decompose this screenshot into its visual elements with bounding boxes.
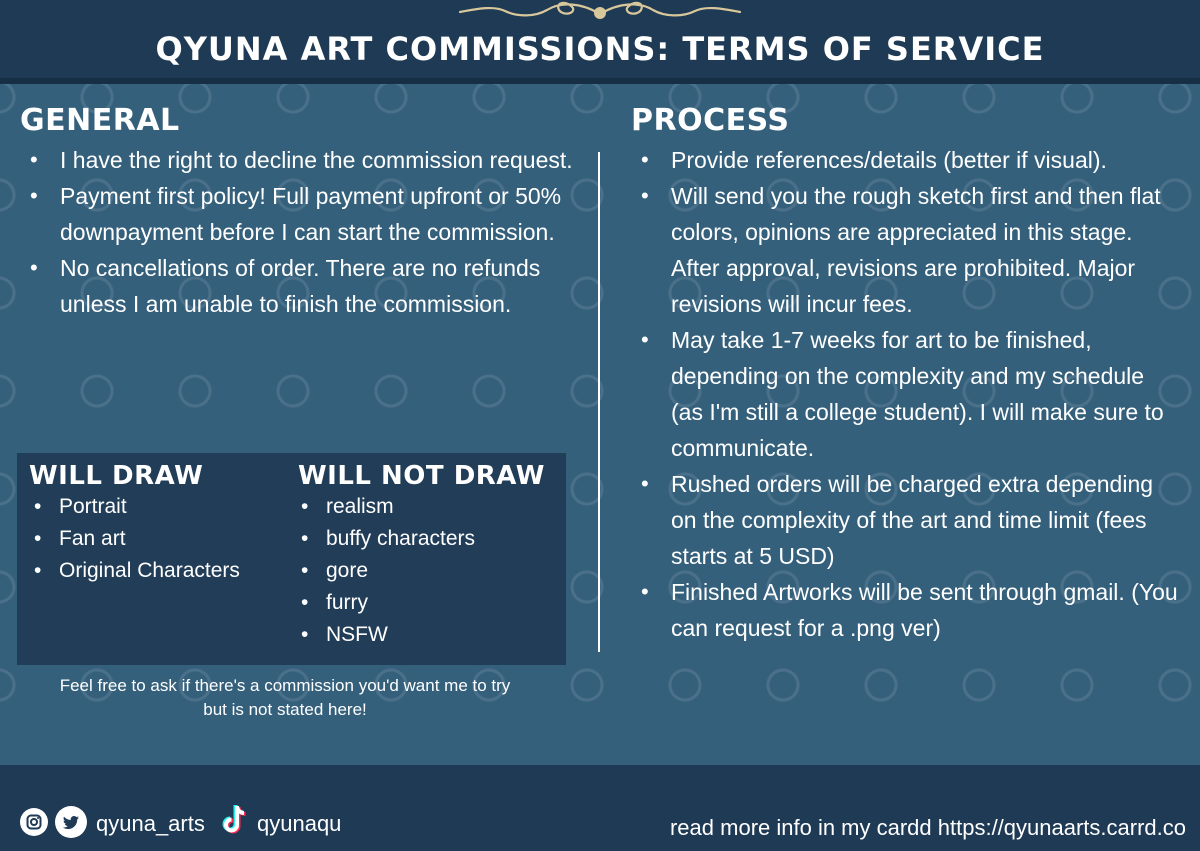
list-item: • Provide references/details (better if visual). (631, 142, 1181, 178)
list-item: • Rushed orders will be charged extra depending on the complexity of the art and time limit (fees starts at 5 USD) (631, 466, 1181, 574)
list-item: • Finished Artworks will be sent through gmail. (You can request for a .png ver) (631, 574, 1181, 646)
list-item: • furry (296, 587, 475, 619)
draw-preferences-box (17, 453, 566, 665)
twitter-icon[interactable] (55, 806, 87, 838)
tiktok-handle[interactable]: qyunaqu (257, 811, 342, 836)
list-item: • gore (296, 555, 475, 587)
instagram-icon[interactable] (20, 808, 48, 836)
list-item: • Payment first policy! Full payment upfront or 50% downpayment before I can start the commission. (20, 178, 595, 250)
note-text: Feel free to ask if there's a commission you'd want me to try but is not stated here! (59, 676, 511, 719)
info-link[interactable]: read more info in my cardd https://qyunaarts.carrd.co (669, 815, 1186, 840)
list-item: • Fan art (29, 523, 240, 555)
will-not-draw-list (296, 491, 475, 651)
will-not-draw-heading: WILL NOT DRAW (298, 461, 545, 491)
list-item: • Portrait (29, 491, 240, 523)
social-handle[interactable]: qyuna_arts (96, 811, 205, 836)
list-item: • realism (296, 491, 475, 523)
general-heading: GENERAL (20, 103, 180, 138)
list-item: • NSFW (296, 619, 475, 651)
list-item: • May take 1-7 weeks for art to be finished, depending on the complexity and my schedule (as I'm still a college student). I will make sure to communicate. (631, 322, 1181, 466)
general-list (20, 142, 595, 322)
list-item: • buffy characters (296, 523, 475, 555)
header-banner (0, 0, 1200, 84)
tiktok-icon[interactable] (220, 802, 250, 838)
list-item: • Will send you the rough sketch first and then flat colors, opinions are appreciated in this stage. After approval, revisions are prohibited. Major revisions will incur fees. (631, 178, 1181, 322)
ornament-icon (455, 0, 745, 26)
page-title: QYUNA ART COMMISSIONS: TERMS OF SERVICE (155, 30, 1045, 68)
list-item: • No cancellations of order. There are no refunds unless I am unable to finish the commission. (20, 250, 595, 322)
list-item: • Original Characters (29, 555, 240, 587)
will-draw-heading: WILL DRAW (29, 461, 204, 491)
process-list (631, 142, 1181, 646)
list-item: • I have the right to decline the commission request. (20, 142, 595, 178)
process-heading: PROCESS (631, 103, 790, 138)
footer-bar (0, 765, 1200, 851)
will-draw-list (29, 491, 240, 587)
column-divider (598, 152, 600, 652)
